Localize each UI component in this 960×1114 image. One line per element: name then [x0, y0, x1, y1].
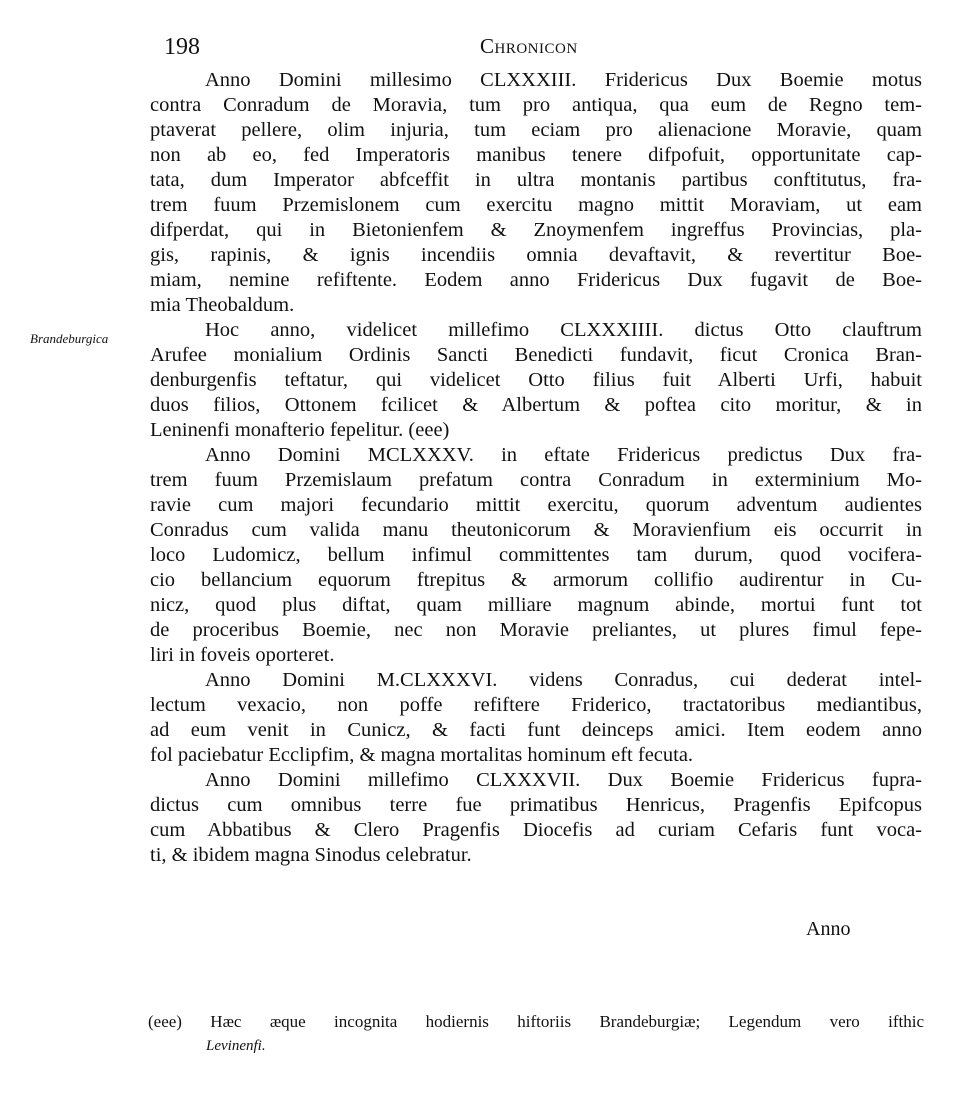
text-line: ravie cum majori fecundario mittit exercitu, quorum adventum audientes [150, 494, 922, 516]
text-line: loco Ludomicz, bellum infimul committentes tam durum, quod vocifera- [150, 544, 922, 566]
text-line: Leninenfi monafterio fepelitur. (eee) [150, 419, 450, 441]
text-line: denburgenfis teftatur, qui videlicet Otto filius fuit Alberti Urfi, habuit [150, 369, 922, 391]
text-line: gis, rapinis, & ignis incendiis omnia devaftavit, & revertitur Boe- [150, 244, 922, 266]
footnote-line: (eee) Hæc æque incognita hodiernis hiftoriis Brandeburgiæ; Legendum vero ifthic [148, 1012, 924, 1031]
text-line: Hoc anno, videlicet millefimo CLXXXIIII. dictus Otto clauftrum [205, 319, 922, 341]
running-head: Chronicon [480, 34, 578, 58]
text-line: trem fuum Przemislonem cum exercitu magno mittit Moraviam, ut eam [150, 194, 922, 216]
text-line: cio bellancium equorum ftrepitus & armorum collifio audirentur in Cu- [150, 569, 922, 591]
text-line: tata, dum Imperator abfceffit in ultra montanis partibus conftitutus, fra- [150, 169, 922, 191]
catchword: Anno [806, 918, 851, 940]
text-line: Anno Domini millesimo CLXXXIII. Fridericus Dux Boemie motus [205, 69, 922, 91]
paragraph [150, 768, 922, 868]
text-line: Conradus cum valida manu theutonicorum & Moravienfium eis occurrit in [150, 519, 922, 541]
text-line: Anno Domini M.CLXXXVI. videns Conradus, cui dederat intel- [205, 669, 922, 691]
text-line: ptaverat pellere, olim injuria, tum eciam pro alienacione Moravie, quam [150, 119, 922, 141]
text-line: fol paciebatur Ecclipfim, & magna mortalitas hominum eft fecuta. [150, 744, 694, 766]
footnote [148, 1010, 924, 1058]
text-line: Anno Domini millefimo CLXXXVII. Dux Boemie Fridericus fupra- [205, 769, 922, 791]
text-line: dictus cum omnibus terre fue primatibus Henricus, Pragenfis Epifcopus [150, 794, 922, 816]
text-line: cum Abbatibus & Clero Pragenfis Diocefis ad curiam Cefaris funt voca- [150, 819, 922, 841]
paragraph [150, 668, 922, 768]
text-line: miam, nemine refiftente. Eodem anno Fridericus Dux fugavit de Boe- [150, 269, 922, 291]
text-line: liri in foveis oporteret. [150, 644, 335, 666]
text-line: lectum vexacio, non poffe refiftere Friderico, tractatoribus mediantibus, [150, 694, 922, 716]
text-line: duos filios, Ottonem fcilicet & Albertum & poftea cito moritur, & in [150, 394, 922, 416]
text-line: ti, & ibidem magna Sinodus celebratur. [150, 844, 472, 866]
text-line: ad eum venit in Cunicz, & facti funt deinceps amici. Item eodem anno [150, 719, 922, 741]
paragraph [150, 318, 922, 443]
footnote-line: Levinenfi. [206, 1038, 266, 1054]
text-line: difperdat, qui in Bietonienfem & Znoymenfem ingreffus Provincias, pla- [150, 219, 922, 241]
text-line: mia Theobaldum. [150, 294, 295, 316]
text-line: contra Conradum de Moravia, tum pro antiqua, qua eum de Regno tem- [150, 94, 922, 116]
text-line: nicz, quod plus diftat, quam milliare magnum abinde, mortui funt tot [150, 594, 922, 616]
margin-note: Brandeburgica [30, 331, 109, 346]
page-number: 198 [164, 34, 200, 60]
text-line: trem fuum Przemislaum prefatum contra Conradum in exterminium Mo- [150, 469, 922, 491]
page-header [160, 28, 920, 64]
text-line: non ab eo, fed Imperatoris manibus tenere difpofuit, opportunitate cap- [150, 144, 922, 166]
text-line: de proceribus Boemie, nec non Moravie preliantes, ut plures fimul fepe- [150, 619, 922, 641]
paragraph [150, 68, 922, 318]
text-line: Anno Domini MCLXXXV. in eftate Fridericus predictus Dux fra- [205, 444, 922, 466]
body-text [150, 68, 922, 868]
paragraph [150, 443, 922, 668]
text-line: Arufee monialium Ordinis Sancti Benedicti fundavit, ficut Cronica Bran- [150, 344, 922, 366]
